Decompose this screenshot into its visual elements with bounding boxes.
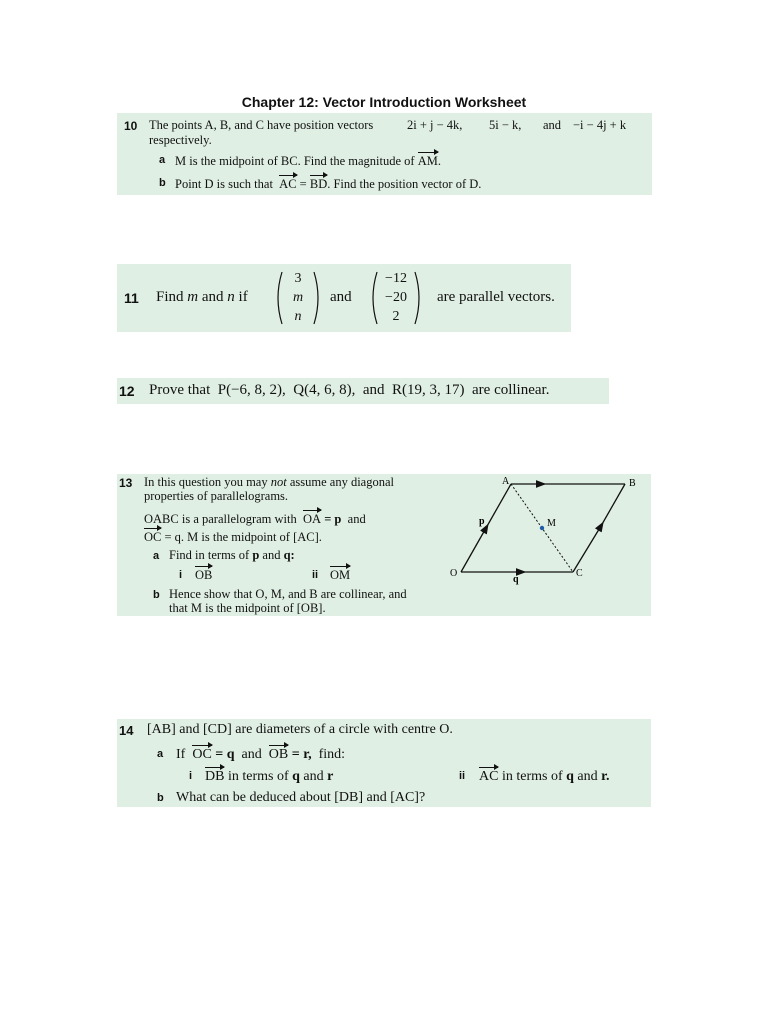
edge-oa-arrow bbox=[461, 528, 486, 572]
position-vector-c: −i − 4j + k bbox=[573, 118, 627, 132]
vector-ac: AC bbox=[279, 177, 297, 191]
position-vector-a: 2i + j − 4k, bbox=[407, 118, 463, 132]
label-p: p bbox=[479, 516, 485, 527]
part-label-a: a bbox=[153, 550, 160, 562]
part-b-text: that M is the midpoint of [OB]. bbox=[169, 601, 326, 615]
part-label-i: i bbox=[189, 770, 193, 782]
position-vector-b: 5i − k, bbox=[489, 118, 522, 132]
question-text: OABC is a parallelogram with OA = p and bbox=[144, 512, 366, 526]
question-text: The points A, B, and C have position vectors bbox=[149, 118, 374, 132]
vector-ob: OB bbox=[268, 747, 289, 762]
part-label-b: b bbox=[153, 589, 160, 601]
question-text: Prove that P(−6, 8, 2), Q(4, 6, 8), and R(19, 3, 17) are collinear. bbox=[149, 382, 550, 398]
question-text: OC = q. M is the midpoint of [AC]. bbox=[144, 530, 322, 544]
part-b-text: Hence show that O, M, and B are collinear, and bbox=[169, 587, 407, 601]
question-text: [AB] and [CD] are diameters of a circle with centre O. bbox=[147, 722, 453, 737]
label-c: C bbox=[576, 568, 583, 579]
question-number: 13 bbox=[119, 476, 133, 490]
label-q: q bbox=[513, 574, 519, 585]
vector-oc: OC bbox=[144, 530, 162, 544]
question-13 bbox=[117, 474, 651, 616]
part-ii-text: AC in terms of q and r. bbox=[479, 769, 610, 784]
label-a: A bbox=[502, 476, 510, 487]
part-label-b: b bbox=[157, 792, 164, 804]
part-a-text: If OC = q and OB = r, find: bbox=[176, 747, 346, 762]
part-label-ii: ii bbox=[312, 569, 319, 581]
vector-bd: BD bbox=[309, 177, 328, 191]
part-b-text: What can be deduced about [DB] and [AC]? bbox=[176, 790, 426, 805]
question-number: 11 bbox=[124, 290, 139, 306]
part-a-text: M is the midpoint of BC. Find the magnitude of AM. bbox=[175, 154, 441, 168]
question-text: are parallel vectors. bbox=[437, 289, 555, 305]
question-text: In this question you may not assume any diagonal bbox=[144, 475, 394, 489]
column-vector-1-entries: 3 m n bbox=[292, 271, 304, 324]
part-label-ii: ii bbox=[459, 770, 466, 782]
worksheet-title: Chapter 12: Vector Introduction Worksheet bbox=[241, 94, 527, 110]
question-11 bbox=[117, 264, 571, 332]
part-label-a: a bbox=[159, 154, 166, 166]
vector-db: DB bbox=[205, 769, 225, 784]
vector-ob: OB bbox=[195, 568, 213, 582]
question-10 bbox=[117, 113, 652, 195]
edge-oa bbox=[486, 484, 511, 528]
vector-oa: OA bbox=[303, 512, 322, 526]
question-number: 12 bbox=[119, 383, 135, 399]
column-vector-2-entries: −12 −20 2 bbox=[385, 271, 407, 324]
label-o: O bbox=[450, 568, 458, 579]
part-a-text: Find in terms of p and q: bbox=[169, 548, 295, 562]
part-b-text: Point D is such that AC = BD. Find the position vector of D. bbox=[175, 177, 482, 191]
vector-oc: OC bbox=[192, 747, 212, 762]
label-m: M bbox=[547, 518, 556, 529]
vector-am: AM bbox=[417, 154, 438, 168]
edge-cb-arrow bbox=[573, 526, 601, 572]
question-text: Find m and n if bbox=[156, 289, 248, 305]
vector-ac: AC bbox=[479, 769, 499, 784]
vector-om: OM bbox=[330, 568, 351, 582]
parallelogram-diagram bbox=[443, 476, 643, 586]
part-label-a: a bbox=[157, 748, 164, 760]
question-12 bbox=[117, 378, 609, 404]
part-i-text: DB in terms of q and r bbox=[205, 769, 334, 784]
midpoint-m bbox=[540, 526, 544, 530]
question-text: respectively. bbox=[149, 133, 212, 147]
question-number: 14 bbox=[119, 723, 134, 738]
question-text: and bbox=[330, 289, 352, 305]
part-label-b: b bbox=[159, 177, 166, 189]
question-number: 10 bbox=[124, 119, 138, 133]
question-14 bbox=[117, 719, 651, 807]
edge-cb bbox=[601, 484, 625, 526]
label-b: B bbox=[629, 478, 636, 489]
part-label-i: i bbox=[179, 569, 183, 581]
question-text: and bbox=[543, 118, 562, 132]
question-text: properties of parallelograms. bbox=[144, 489, 289, 503]
